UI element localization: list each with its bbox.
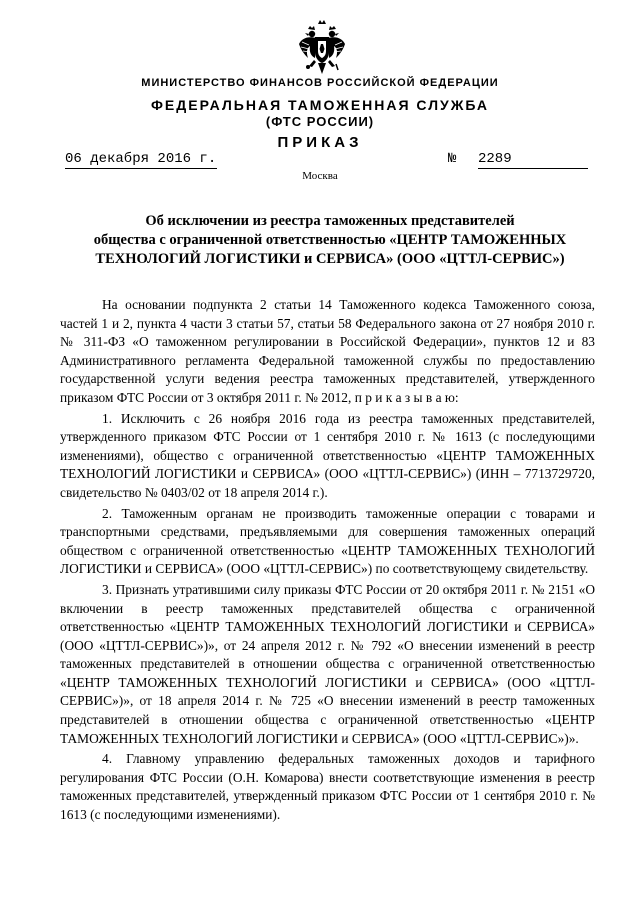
order-date: 06 декабря 2016 г.	[65, 151, 217, 167]
paragraph-text: 1. Исключить с 26 ноября 2016 года из реестра таможенных представителей, утвержденного приказом ФТС России от 1 сентября 2010 г. № 1613 (с последующими изменениями), общество с ограниченной ответственностью «ЦЕНТР ТАМОЖЕННЫХ ТЕХНОЛОГИЙ ЛОГИСТИКИ и СЕРВИСА» (ООО «ЦТТЛ-СЕРВИС») (ИНН – 7713729720, свидетельство № 0403/02 от 18 апреля 2014 г.).	[60, 410, 595, 500]
state-emblem-icon	[298, 20, 346, 78]
paragraph-item-4	[60, 750, 595, 824]
paragraph-item-2	[60, 505, 595, 579]
city: Москва	[302, 170, 338, 182]
ministry-name: МИНИСТЕРСТВО ФИНАНСОВ РОССИЙСКОЙ ФЕДЕРАЦИИ	[141, 77, 499, 89]
title-line: Об исключении из реестра таможенных представителей	[145, 213, 515, 229]
title-line: общества с ограниченной ответственностью «ЦЕНТР ТАМОЖЕННЫХ	[93, 232, 567, 248]
order-number-block	[448, 150, 593, 169]
title-line: ТЕХНОЛОГИЙ ЛОГИСТИКИ и СЕРВИСА» (ООО «ЦТТЛ-СЕРВИС»)	[95, 251, 565, 267]
paragraph-item-1	[60, 410, 595, 503]
paragraph-text: 4. Главному управлению федеральных таможенных доходов и тарифного регулирования ФТС России (О.Н. Комарова) внести соответствующие изменения в реестр таможенных представителей, утвержденный приказом ФТС России от 1 сентября 2010 г. № 1613 (с последующими изменениями).	[60, 751, 595, 823]
paragraph-item-3	[60, 581, 595, 748]
order-number: 2289	[478, 150, 588, 169]
service-name: ФЕДЕРАЛЬНАЯ ТАМОЖЕННАЯ СЛУЖБА	[150, 97, 490, 113]
document-type: ПРИКАЗ	[277, 134, 363, 151]
number-sign: №	[448, 151, 457, 167]
paragraph-text: На основании подпункта 2 статьи 14 Таможенного кодекса Таможенного союза, частей 1 и 2, пункта 4 части 3 статьи 57, статьи 58 Федерального закона от 27 ноября 2010 г. № 311-ФЗ «О таможенном регулировании в Российской Федерации», пунктов 12 и 83 Административного регламента Федеральной таможенной службы по предоставлению государственной услуги ведения реестра таможенных представителей, утвержденного приказом ФТС России от 3 октября 2011 г. № 2012, п р и к а з ы в а ю:	[60, 297, 595, 405]
service-abbreviation: (ФТС РОССИИ)	[265, 114, 375, 129]
order-title	[70, 212, 590, 269]
paragraph-text: 2. Таможенным органам не производить таможенные операции с товарами и транспортными средствами, предъявляемыми для совершения таможенных операций обществом с ограниченной ответственностью «ЦЕНТР ТАМОЖЕННЫХ ТЕХНОЛОГИЙ ЛОГИСТИКИ и СЕРВИСА» (ООО «ЦТТЛ-СЕРВИС») по соответствующему свидетельству.	[60, 505, 595, 577]
paragraph-text: 3. Признать утратившими силу приказы ФТС России от 20 октября 2011 г. № 2151 «О включении в реестр таможенных представителей общества с ограниченной ответственностью «ЦЕНТР ТАМОЖЕННЫХ ТЕХНОЛОГИЙ ЛОГИСТИКИ и СЕРВИСА» (ООО «ЦТТЛ-СЕРВИС»)», от 24 апреля 2012 г. № 792 «О внесении изменений в реестр таможенных представителей в отношении общества с ограниченной ответственностью «ЦЕНТР ТАМОЖЕННЫХ ТЕХНОЛОГИЙ ЛОГИСТИКИ и СЕРВИСА» (ООО «ЦТТЛ-СЕРВИС»)», от 18 апреля 2014 г. № 725 «О внесении изменений в реестр таможенных представителей в отношении общества с ограниченной ответственностью «ЦЕНТР ТАМОЖЕННЫХ ТЕХНОЛОГИЙ ЛОГИСТИКИ и СЕРВИСА» (ООО «ЦТТЛ-СЕРВИС»)».	[60, 581, 595, 746]
order-body	[60, 296, 595, 825]
paragraph-preamble	[60, 296, 595, 408]
